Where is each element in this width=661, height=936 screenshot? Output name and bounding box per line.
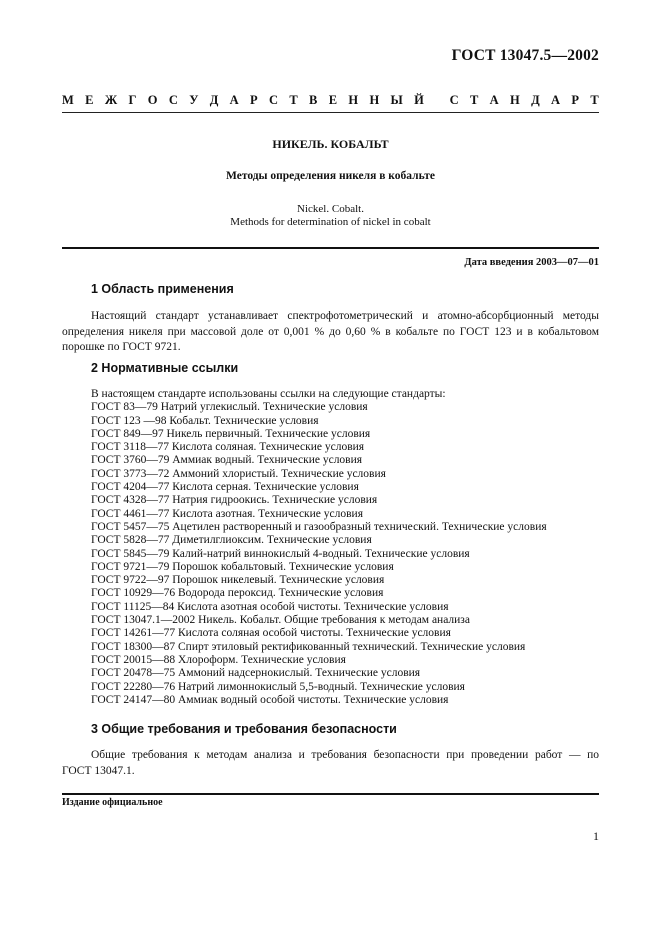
banner-letter: М [62, 93, 74, 107]
reference-item: ГОСТ 9721—79 Порошок кобальтовый. Технические условия [91, 560, 394, 573]
banner-letter: Т [469, 93, 479, 107]
paragraph-line: определения никеля при массовой доле от 0,001 % до 0,60 % в кобальте по ГОСТ 123 и в кобальтовом [62, 325, 599, 338]
reference-item: ГОСТ 20015—88 Хлороформ. Технические условия [91, 653, 346, 666]
page-number: 1 [593, 829, 599, 843]
reference-item: ГОСТ 5457—75 Ацетилен растворенный и газообразный технический. Технические условия [91, 520, 547, 533]
reference-item: ГОСТ 4461—77 Кислота азотная. Технические условия [91, 507, 363, 520]
section-3-heading: 3 Общие требования и требования безопасности [91, 722, 397, 736]
banner-letter: Т [289, 93, 298, 107]
banner-letter: С [449, 93, 459, 107]
banner-letter: Й [414, 93, 424, 107]
reference-item: ГОСТ 5845—79 Калий-натрий виннокислый 4-водный. Технические условия [91, 547, 470, 560]
paragraph-line: ГОСТ 13047.1. [62, 764, 135, 777]
banner-letter: С [269, 93, 279, 107]
banner-letter: Н [369, 93, 380, 107]
reference-item: ГОСТ 4204—77 Кислота серная. Технические условия [91, 481, 359, 494]
reference-item: ГОСТ 13047.1—2002 Никель. Кобальт. Общие требования к методам анализа [91, 614, 470, 627]
banner-gap [435, 93, 438, 108]
section-1-paragraph [62, 309, 599, 356]
reference-item: ГОСТ 18300—87 Спирт этиловый ректификованный технический. Технические условия [91, 640, 526, 653]
reference-item: ГОСТ 10929—76 Водорода пероксид. Технические условия [91, 587, 384, 600]
banner-letter: В [309, 93, 318, 107]
reference-item: ГОСТ 3773—72 Аммоний хлористый. Технические условия [91, 467, 386, 480]
banner-letter: Н [510, 93, 520, 107]
reference-item: ГОСТ 20478—75 Аммоний надсернокислый. Технические условия [91, 667, 421, 680]
banner-letter: Р [571, 93, 580, 107]
edition-note: Издание официальное [62, 797, 163, 808]
banner-letter: А [229, 93, 239, 107]
banner-letter: У [189, 93, 199, 107]
banner-letter: Ы [390, 93, 403, 107]
banner-letter: С [168, 93, 178, 107]
footer-divider [62, 793, 599, 795]
reference-item: ГОСТ 4328—77 Натрия гидроокись. Технические условия [91, 494, 378, 507]
banner-letter: А [489, 93, 499, 107]
standard-banner [62, 93, 599, 108]
paragraph-line: порошке по ГОСТ 9721. [62, 341, 181, 353]
banner-letter: О [147, 93, 158, 107]
references-intro: В настоящем стандарте использованы ссылки на следующие стандарты: [91, 388, 446, 400]
reference-item: ГОСТ 3118—77 Кислота соляная. Технические условия [91, 441, 365, 454]
page-subtitle: Методы определения никеля в кобальте [226, 170, 435, 182]
reference-item: ГОСТ 83—79 Натрий углекислый. Технические условия [91, 401, 368, 414]
section-2-heading: 2 Нормативные ссылки [91, 361, 239, 375]
paragraph-line: Настоящий стандарт устанавливает спектрофотометрический и атомно-абсорбционный методы [91, 310, 599, 322]
banner-letter: Н [348, 93, 359, 107]
section-1-heading: 1 Область применения [91, 282, 234, 296]
reference-item: ГОСТ 11125—84 Кислота азотная особой чистоты. Технические условия [91, 600, 449, 613]
banner-letter: Е [85, 93, 94, 107]
banner-letter: Д [209, 93, 219, 107]
reference-item: ГОСТ 3760—79 Аммиак водный. Технические условия [91, 454, 363, 467]
english-title-line-1: Nickel. Cobalt. [297, 203, 364, 215]
section-3-paragraph [62, 748, 599, 779]
banner-letter: А [551, 93, 561, 107]
normative-references-list [91, 388, 547, 707]
english-title-line-2: Methods for determination of nickel in cobalt [230, 216, 431, 228]
reference-item: ГОСТ 123 —98 Кобальт. Технические условия [91, 414, 319, 427]
reference-item: ГОСТ 14261—77 Кислота соляная особой чистоты. Технические условия [91, 627, 451, 640]
reference-item: ГОСТ 5828—77 Диметилглиоксим. Технические условия [91, 534, 372, 547]
title-divider [62, 247, 599, 249]
reference-item: ГОСТ 9722—97 Порошок никелевый. Технические условия [91, 574, 385, 587]
reference-item: ГОСТ 849—97 Никель первичный. Технические условия [91, 427, 371, 440]
introduction-date: Дата введения 2003—07—01 [464, 257, 599, 268]
banner-letter: Т [590, 93, 599, 107]
banner-letter: Р [250, 93, 258, 107]
document-code: ГОСТ 13047.5—2002 [451, 47, 599, 64]
banner-letter: Д [531, 93, 540, 107]
banner-letter: Ж [104, 93, 118, 107]
reference-item: ГОСТ 24147—80 Аммиак водный особой чистоты. Технические условия [91, 693, 449, 706]
banner-letter: Г [128, 93, 137, 107]
header-divider [62, 112, 599, 113]
banner-letter: Е [328, 93, 338, 107]
page-title: НИКЕЛЬ. КОБАЛЬТ [272, 137, 389, 151]
reference-item: ГОСТ 22280—76 Натрий лимоннокислый 5,5-водный. Технические условия [91, 680, 465, 693]
paragraph-line: Общие требования к методам анализа и требования безопасности при проведении работ — по [91, 749, 599, 761]
